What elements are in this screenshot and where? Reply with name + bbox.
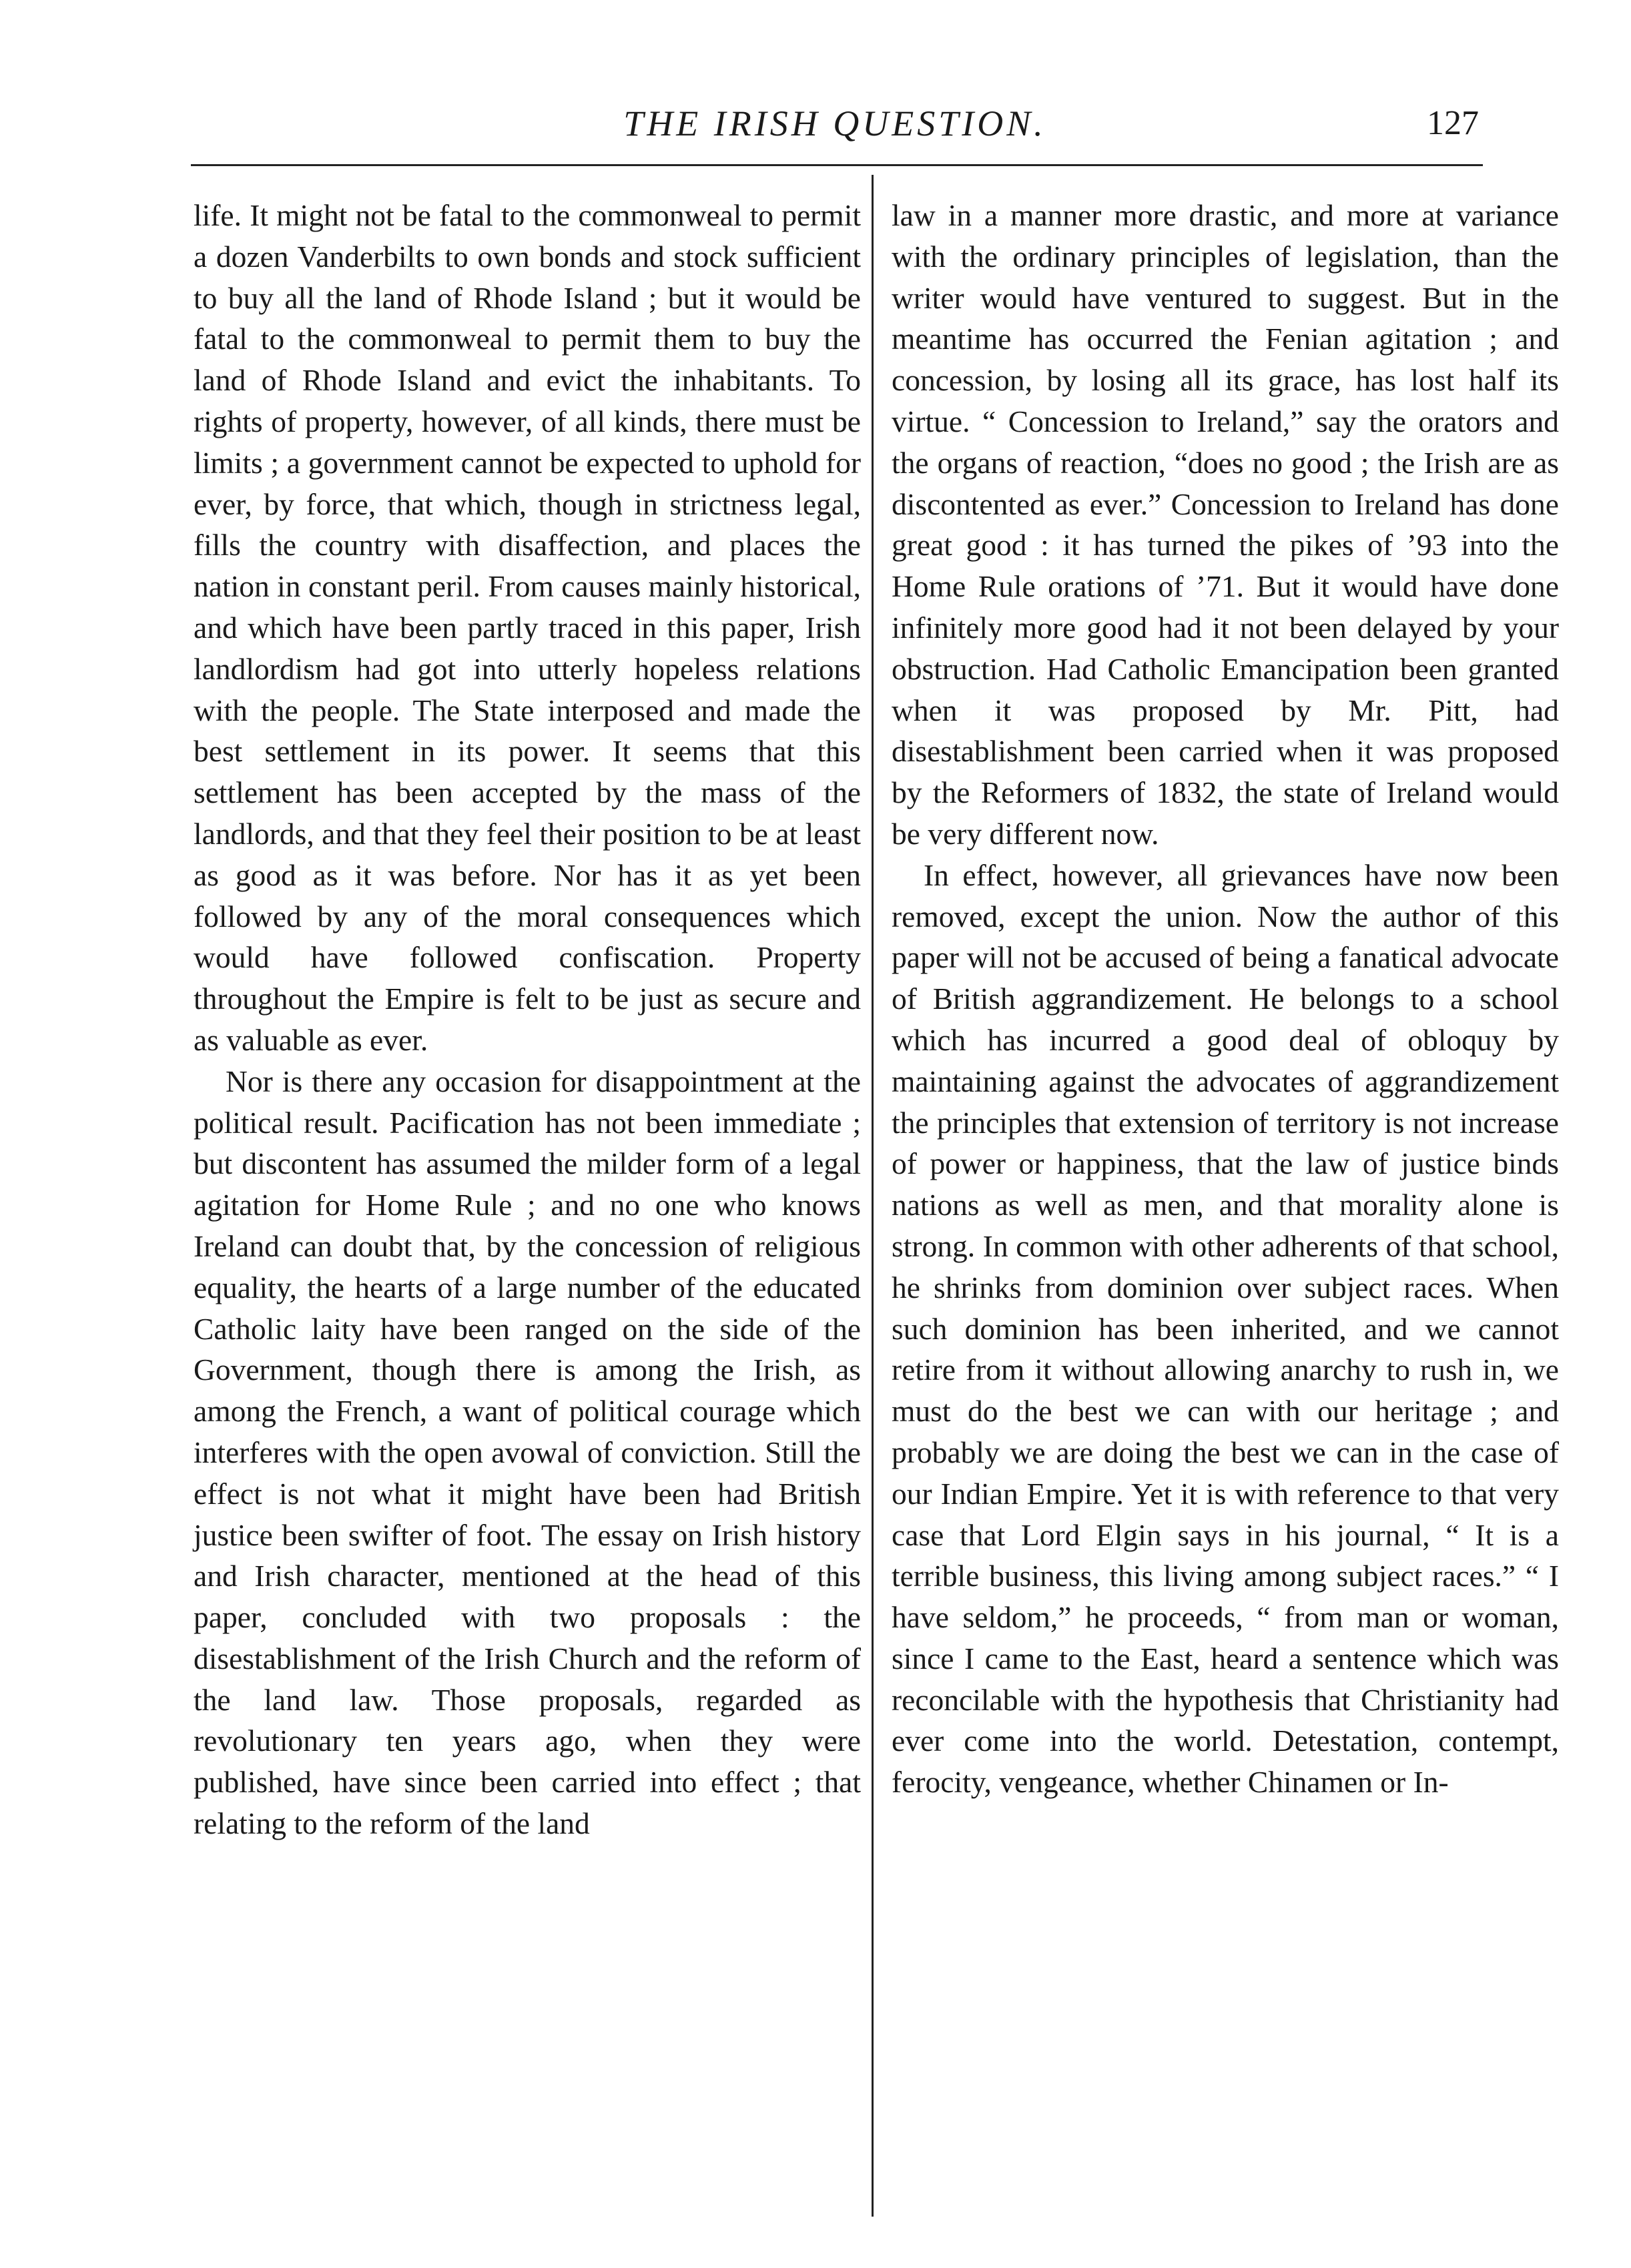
left-column [194, 195, 861, 1844]
right-column [892, 195, 1559, 1803]
paragraph: In effect, however, all grievances have now been removed, except the union. Now the author of this paper will not be accused of being a fanatical advocate of British aggrandizement. He belongs to a school which has incurred a good deal of obloquy by maintaining against the advocates of aggrandizement the principles that extension of territory is not increase of power or happiness, that the law of justice binds nations as well as men, and that morality alone is strong. In common with other adherents of that school, he shrinks from dominion over subject races. When such dominion has been inherited, and we cannot retire from it without allowing anarchy to rush in, we must do the best we can with our heritage ; and probably we are doing the best we can in the case of our Indian Empire. Yet it is with reference to that very case that Lord Elgin says in his journal, “ It is a terrible business, this living among subject races.” “ I have seldom,” he proceeds, “ from man or woman, since I came to the East, heard a sentence which was reconcilable with the hypothesis that Christianity had ever come into the world. Detestation, contempt, ferocity, vengeance, whether Chinamen or In- [892, 857, 1559, 1800]
column-divider [872, 175, 874, 2217]
paragraph: life. It might not be fatal to the commonweal to permit a dozen Vanderbilts to own bonds and stock sufficient to buy all the land of Rhode Island ; but it would be fatal to the commonweal to permit them to buy the land of Rhode Island and evict the inhabitants. To rights of property, however, of all kinds, there must be limits ; a government cannot be expected to uphold for ever, by force, that which, though in strictness legal, fills the country with disaffection, and places the nation in constant peril. From causes mainly historical, and which have been partly traced in this paper, Irish landlordism had got into utterly hopeless relations with the people. The State interposed and made the best settlement in its power. It seems that this settlement has been accepted by the mass of the landlords, and that they feel their position to be at least as good as it was before. Nor has it as yet been followed by any of the moral consequences which would have followed confiscation. Property throughout the Empire is felt to be just as secure and as valuable as ever. [194, 198, 861, 1057]
page-number: 127 [1427, 104, 1479, 142]
paragraph: Nor is there any occasion for disappointment at the political result. Pacification has not been immediate ; but discontent has assumed the milder form of a legal agitation for Home Rule ; and no one who knows Ireland can doubt that, by the concession of religious equality, the hearts of a large number of the educated Catholic laity have been ranged on the side of the Government, though there is among the Irish, as among the French, a want of political courage which interferes with the open avowal of conviction. Still the effect is not what it might have been had British justice been swifter of foot. The essay on Irish history and Irish character, mentioned at the head of this paper, concluded with two proposals : the disestablishment of the Irish Church and the reform of the land law. Those proposals, regarded as revolutionary ten years ago, when they were published, have since been carried into effect ; that relating to the reform of the land [194, 1064, 861, 1841]
running-head [191, 100, 1479, 153]
running-title: THE IRISH QUESTION. [623, 103, 1046, 143]
paragraph: law in a manner more drastic, and more at variance with the ordinary principles of legislation, than the writer would have ventured to suggest. But in the meantime has occurred the Fenian agitation ; and concession, by losing all its grace, has lost half its virtue. “ Concession to Ireland,” say the orators and the organs of reaction, “does no good ; the Irish are as discontented as ever.” Concession to Ireland has done great good : it has turned the pikes of ’93 into the Home Rule orations of ’71. But it would have done infinitely more good had it not been delayed by your obstruction. Had Catholic Emancipation been granted when it was proposed by Mr. Pitt, had disestablishment been carried when it was proposed by the Reformers of 1832, the state of Ireland would be very different now. [892, 198, 1559, 851]
header-rule [191, 164, 1483, 166]
